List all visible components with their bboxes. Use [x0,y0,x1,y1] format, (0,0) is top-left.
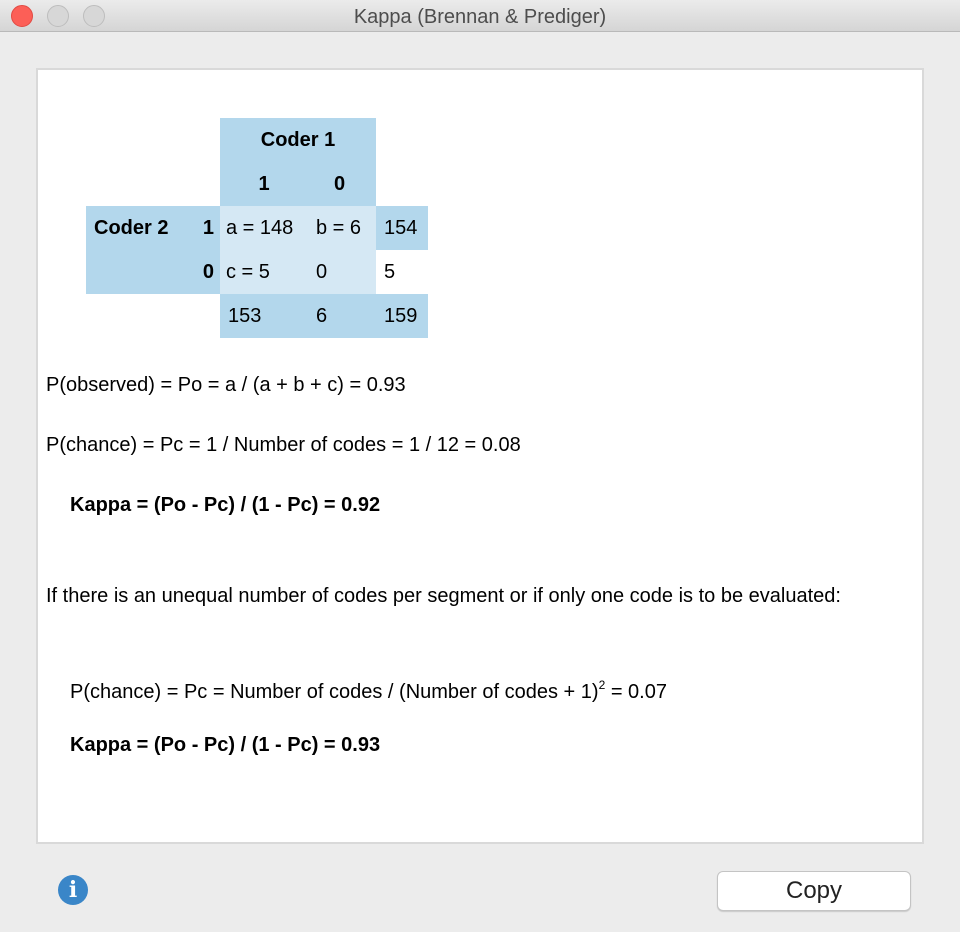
copy-button[interactable]: Copy [717,871,911,911]
row-total-0: 5 [384,261,396,283]
chance-formula: P(chance) = Pc = 1 / Number of codes = 1 / 12 = 0.08 [46,434,521,456]
coder1-header: Coder 1 [220,118,376,162]
unequal-codes-note: If there is an unequal number of codes per segment or if only one code is to be evaluated: [46,585,841,607]
row-total-1: 154 [376,206,428,250]
cell-c: c = 5 [220,250,308,294]
col-total-1: 153 [220,294,308,338]
kappa-result-2: Kappa = (Po - Pc) / (1 - Pc) = 0.93 [70,734,381,756]
title-bar [0,0,960,32]
kappa-result-1: Kappa = (Po - Pc) / (1 - Pc) = 0.92 [70,494,381,516]
cell-b: b = 6 [308,206,376,250]
grand-total: 159 [376,294,428,338]
coder2-header-spacer [86,250,190,294]
chance2-superscript: 2 [598,678,606,692]
coder2-header: Coder 2 [86,206,190,250]
col-header-1: 1 [220,162,308,206]
results-panel [36,68,924,844]
chance2-suffix: = 0.07 [605,681,667,703]
chance-formula-2 [70,672,667,705]
info-icon[interactable]: i [58,875,88,905]
col-header-0: 0 [308,162,376,206]
agreement-table [86,118,428,340]
cell-d: 0 [308,250,376,294]
row-header-0: 0 [190,250,220,294]
cell-a: a = 148 [220,206,308,250]
window-title: Kappa (Brennan & Prediger) [353,6,607,28]
chance2-prefix: P(chance) = Pc = Number of codes / (Number of codes + 1) [70,681,599,703]
col-total-0: 6 [308,294,376,338]
row-header-1: 1 [190,206,220,250]
observed-formula: P(observed) = Po = a / (a + b + c) = 0.93 [46,374,406,396]
